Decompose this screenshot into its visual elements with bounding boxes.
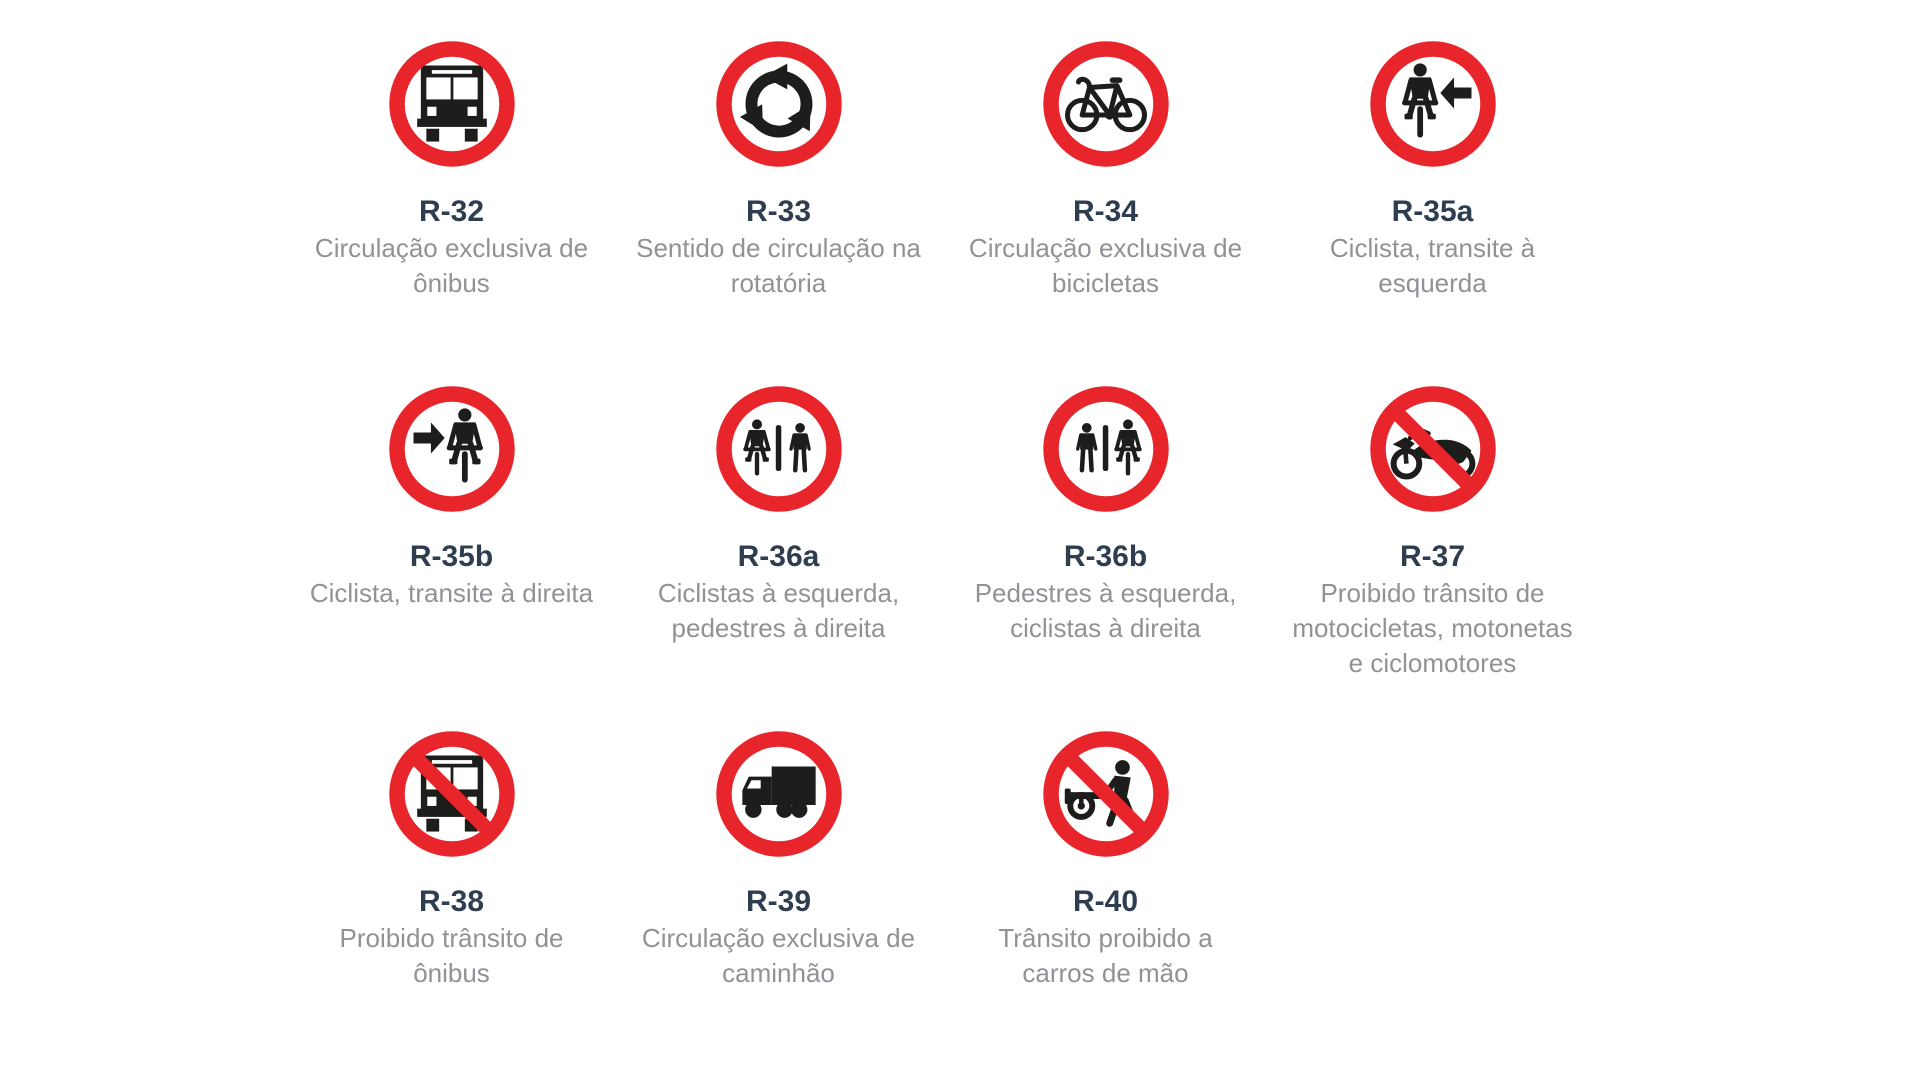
sign-code: R-33 xyxy=(745,195,812,228)
sign-R-36b xyxy=(1043,386,1169,512)
cyclist-divider-pedestrian-icon xyxy=(716,386,842,512)
sign-ring xyxy=(1051,49,1161,159)
sign-caption-line: carros de mão xyxy=(1022,958,1189,988)
sign-caption xyxy=(310,576,593,611)
sign-card-R-39 xyxy=(615,731,942,1076)
motorcycle-icon xyxy=(1370,386,1496,512)
sign-caption xyxy=(642,921,915,991)
sign-caption-line: caminhão xyxy=(722,958,835,988)
sign-card-R-36b xyxy=(942,386,1269,731)
signs-grid xyxy=(288,41,1596,1076)
sign-code: R-39 xyxy=(745,885,812,918)
sign-code: R-32 xyxy=(418,195,485,228)
bus-front-icon xyxy=(389,731,515,857)
sign-caption xyxy=(975,576,1237,646)
sign-R-35b xyxy=(389,386,515,512)
sign-R-37 xyxy=(1370,386,1496,512)
sign-caption xyxy=(1292,576,1572,681)
sign-caption-line: e ciclomotores xyxy=(1348,648,1517,678)
sign-R-40 xyxy=(1043,731,1169,857)
sign-caption-line: esquerda xyxy=(1378,268,1487,298)
sign-R-34 xyxy=(1043,41,1169,167)
sign-caption-line: Trânsito proibido a xyxy=(998,923,1213,953)
sign-code: R-40 xyxy=(1072,885,1139,918)
sign-code: R-34 xyxy=(1072,195,1139,228)
sign-R-35a xyxy=(1370,41,1496,167)
sign-caption-line: Ciclista, transite à xyxy=(1329,233,1536,263)
sign-card-R-37 xyxy=(1269,386,1596,731)
sign-R-39 xyxy=(716,731,842,857)
bicycle-icon xyxy=(1043,41,1169,167)
sign-R-36a xyxy=(716,386,842,512)
sign-caption-line: Sentido de circulação na xyxy=(636,233,921,263)
sign-ring xyxy=(724,49,834,159)
sign-card-R-33 xyxy=(615,41,942,386)
sign-code: R-36a xyxy=(737,540,820,573)
sign-code: R-38 xyxy=(418,885,485,918)
sign-card-R-38 xyxy=(288,731,615,1076)
sign-R-33 xyxy=(716,41,842,167)
sign-caption-line: Circulação exclusiva de xyxy=(968,233,1243,263)
sign-caption-line: ônibus xyxy=(413,958,490,988)
sign-caption xyxy=(315,231,588,301)
truck-icon xyxy=(716,731,842,857)
cyclist-arrow-left-icon xyxy=(1370,41,1496,167)
sign-code: R-37 xyxy=(1399,540,1466,573)
sign-caption-line: motocicletas, motonetas xyxy=(1292,613,1573,643)
sign-caption xyxy=(1330,231,1535,301)
arrow-right-cyclist-icon xyxy=(389,386,515,512)
sign-code: R-36b xyxy=(1063,540,1148,573)
sign-caption xyxy=(969,231,1242,301)
sign-R-38 xyxy=(389,731,515,857)
sign-card-R-40 xyxy=(942,731,1269,1076)
sign-card-R-32 xyxy=(288,41,615,386)
sign-card-R-34 xyxy=(942,41,1269,386)
sign-caption xyxy=(339,921,563,991)
sign-caption-line: Ciclista, transite à direita xyxy=(309,578,594,608)
sign-caption xyxy=(998,921,1212,991)
sign-code: R-35b xyxy=(409,540,494,573)
sign-card-R-36a xyxy=(615,386,942,731)
sign-caption-line: Proibido trânsito de xyxy=(1320,578,1545,608)
sign-caption-line: bicicletas xyxy=(1052,268,1159,298)
sign-caption-line: ciclistas à direita xyxy=(1010,613,1201,643)
bus-front-icon xyxy=(389,41,515,167)
sign-caption xyxy=(636,231,921,301)
roundabout-arrows-icon xyxy=(716,41,842,167)
sign-code: R-35a xyxy=(1391,195,1474,228)
sign-caption-line: pedestres à direita xyxy=(671,613,886,643)
sign-R-32 xyxy=(389,41,515,167)
sign-caption-line: rotatória xyxy=(730,268,827,298)
sign-caption-line: Proibido trânsito de xyxy=(339,923,564,953)
sign-caption xyxy=(658,576,899,646)
sign-caption-line: Circulação exclusiva de xyxy=(314,233,589,263)
sign-card-R-35b xyxy=(288,386,615,731)
pedestrian-divider-cyclist-icon xyxy=(1043,386,1169,512)
sign-caption-line: Pedestres à esquerda, xyxy=(974,578,1237,608)
sign-caption-line: ônibus xyxy=(413,268,490,298)
sign-caption-line: Circulação exclusiva de xyxy=(641,923,916,953)
sign-card-R-35a xyxy=(1269,41,1596,386)
sign-caption-line: Ciclistas à esquerda, xyxy=(657,578,900,608)
handcart-icon xyxy=(1043,731,1169,857)
